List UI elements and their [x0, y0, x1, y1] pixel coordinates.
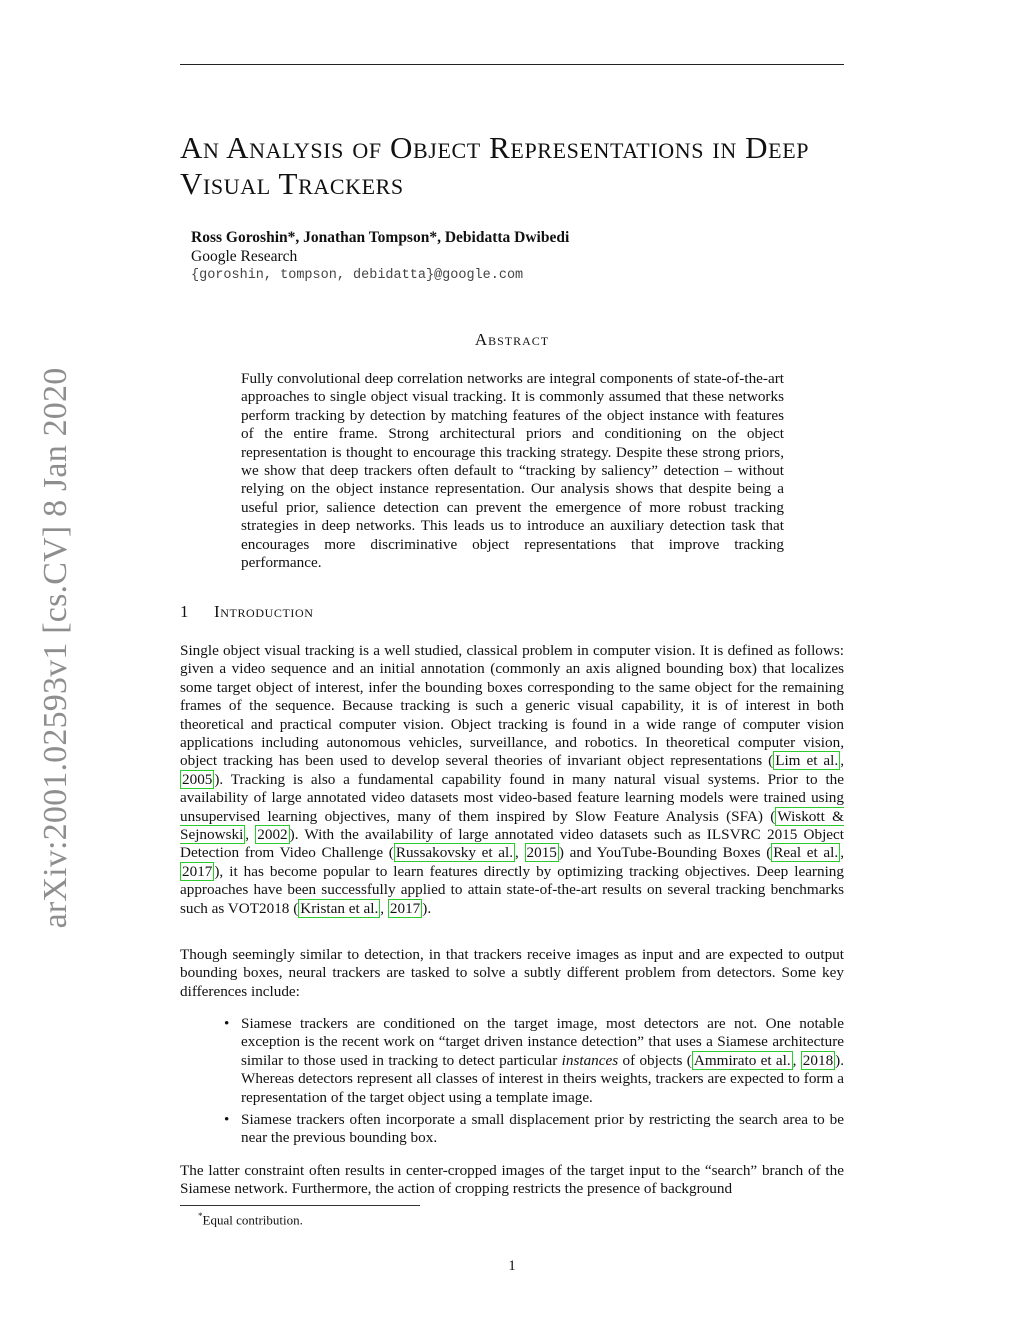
citation-year-link[interactable]: 2017 — [389, 899, 421, 917]
footnote — [198, 1208, 303, 1228]
footnote-rule — [180, 1205, 420, 1206]
intro-paragraph-3 — [180, 1162, 844, 1199]
paragraph-text: Though seemingly similar to detection, in that trackers receive images as input and are expected to output bounding boxes, neural trackers are tasked to solve a subtly different problem from detectors. Some key differences include: — [180, 946, 844, 1000]
abstract-text: Fully convolutional deep correlation networks are integral components of state-of-the-art approaches to single object visual tracking. It is commonly assumed that these networks perform tracking by detection by matching features of the object instance with features of the entire frame. Strong architectural priors and conditioning on the object representation is thought to encourage this tracking strategy. Despite these strong priors, we show that deep trackers often default to “tracking by saliency” detection – without relying on the object instance representation. Our analysis shows that despite being a useful prior, salience detection can prevent the emergence of more robust tracking strategies in deep networks. This leads us to introduce an auxiliary detection task that encourages more discriminative object representations that improve tracking performance. — [241, 370, 784, 572]
footnote-mark: * — [198, 1211, 203, 1221]
text-run: Siamese trackers often incorporate a small displacement prior by restricting the search area to be near the previous bounding box. — [241, 1111, 844, 1147]
citation-link[interactable]: Lim et al. — [775, 752, 839, 770]
citation-year-link[interactable]: 2018 — [802, 1051, 834, 1069]
emphasis-text: instances — [561, 1051, 619, 1069]
paragraph-text: The latter constraint often results in center-cropped images of the target input to the “search” branch of the Siamese network. Furthermore, the action of cropping restricts the presence of background — [180, 1162, 844, 1198]
differences-list — [222, 1015, 844, 1152]
top-rule — [180, 64, 844, 65]
text-run: ). Whereas detectors represent all classes of interest in theirs weights, trackers are expected to form a representation of the target object using a template image. — [241, 1051, 845, 1106]
text-run: ). Tracking is also a fundamental capability found in many natural visual systems. Prior to the availability of large annotated video datasets most video-based feature learning models were trained using unsupervised learning objectives, many of them inspired by Slow Feature Analysis (SFA) ( — [180, 770, 844, 825]
intro-paragraph-1: Single object visual tracking is a well studied, classical problem in computer vision. It is defined as follows: given a video sequence and an initial annotation (commonly an axis aligned bounding box) that localizes some target object of interest, infer the bounding boxes corresponding to the same object for the remaining frames of the sequence. Because tracking is such a generic visual capability, it is of interest in both theoretical and practical computer vision. Object tracking is found in a wide range of computer vision applications including autonomous vehicles, surveillance, and robotics. In theoretical computer vision, object tracking has been used to develop several theories of invariant object representations ( Lim et al. , 2005 ). Tracking is also a fundamental capability found in many natural visual systems. Prior to the availability of large annotated video datasets most video-based feature learning models were trained using unsupervised learning objectives, many of them inspired by Slow Feature Analysis (SFA) ( Wiskott & Sejnowski , 2002 ). With the availability of large annotated video datasets such as ILSVRC 2015 Object Detection from Video Challenge ( Russakovsky et al. , 2015 ) and YouTube-Bounding Boxes ( Real et al. , 2017 ), it has become popular to learn features directly by optimizing tracking objectives. Deep learning approaches have been successfully applied to attain state-of-the-art results on several tracking benchmarks such as VOT2018 ( Kristan et al. , 2017 ). — [180, 642, 845, 917]
list-item — [222, 1111, 844, 1148]
author-names: Ross Goroshin*, Jonathan Tompson*, Debidatta Dwibedi — [191, 229, 570, 246]
citation-link[interactable]: Wiskott & Sejnowski — [180, 807, 844, 844]
list-item: • Siamese trackers are conditioned on the target image, most detectors are not. One notable exception is the recent work on “target driven instance detection” that uses a Siamese architecture similar to those used in tracking to detect particular instances of objects ( Ammirato et al. , 2018 ). Whereas detectors represent all classes of interest in theirs weights, trackers are expected to form a representation of the target object using a template image. — [224, 1015, 845, 1106]
text-run: Single object visual tracking is a well studied, classical problem in computer vision. It is defined as follows: given a video sequence and an initial annotation (commonly an axis aligned bounding box) that localizes some target object of interest, infer the bounding boxes corresponding to the same object for the remaining frames of the sequence. Because tracking is such a generic visual capability, it is of interest in both theoretical and practical computer vision. Object tracking is found in a wide range of computer vision applications including autonomous vehicles, surveillance, and robotics. In theoretical computer vision, object tracking has been used to develop several theories of invariant object representations ( — [180, 642, 844, 770]
intro-paragraph-2 — [180, 946, 844, 1001]
arxiv-stamp-text: arXiv:2001.02593v1 [cs.CV] 8 Jan 2020 — [37, 367, 74, 929]
abstract-heading: Abstract — [474, 330, 550, 349]
section-heading — [180, 602, 314, 622]
section-title: Introduction — [214, 602, 314, 621]
text-run: ). — [422, 899, 432, 917]
paper-title: An Analysis of Object Representations in Deep Visual Trackers — [180, 130, 810, 201]
citation-link[interactable]: Ammirato et al. — [693, 1051, 791, 1069]
page-number: 1 — [508, 1258, 516, 1274]
bullet-icon: • — [224, 1015, 230, 1032]
text-run: of objects ( — [618, 1051, 692, 1069]
bullet-icon: • — [224, 1111, 230, 1129]
author-affiliation: Google Research — [191, 248, 298, 265]
citation-year-link[interactable]: 2002 — [257, 826, 288, 844]
author-block — [191, 228, 791, 285]
text-run: ). With the availability of large annotated video datasets such as ILSVRC 2015 Object Detection from Video Challenge ( — [180, 826, 845, 862]
citation-link[interactable]: Real et al. — [773, 844, 839, 862]
footnote-text: Equal contribution. — [202, 1212, 303, 1228]
author-emails: {goroshin, tompson, debidatta}@google.com — [191, 268, 524, 283]
citation-year-link[interactable]: 2005 — [182, 770, 213, 788]
citation-year-link[interactable]: 2017 — [182, 862, 213, 880]
text-run: Siamese trackers are conditioned on the target image, most detectors are not. One notable exception is the recent work on “target driven instance detection” that uses a Siamese architecture similar to those used in tracking to detect particular — [241, 1015, 844, 1069]
citation-link[interactable]: Russakovsky et al. — [395, 844, 514, 862]
text-run: ), it has become popular to learn features directly by optimizing tracking objectives. Deep learning approaches have been successfully applied to attain state-of-the-art results on several tracking benchmarks such as VOT2018 ( — [180, 862, 844, 917]
citation-link[interactable]: Kristan et al. — [300, 899, 379, 917]
text-run: ) and YouTube-Bounding Boxes ( — [558, 844, 772, 862]
citation-year-link[interactable]: 2015 — [526, 844, 557, 862]
section-number: 1 — [180, 602, 190, 621]
